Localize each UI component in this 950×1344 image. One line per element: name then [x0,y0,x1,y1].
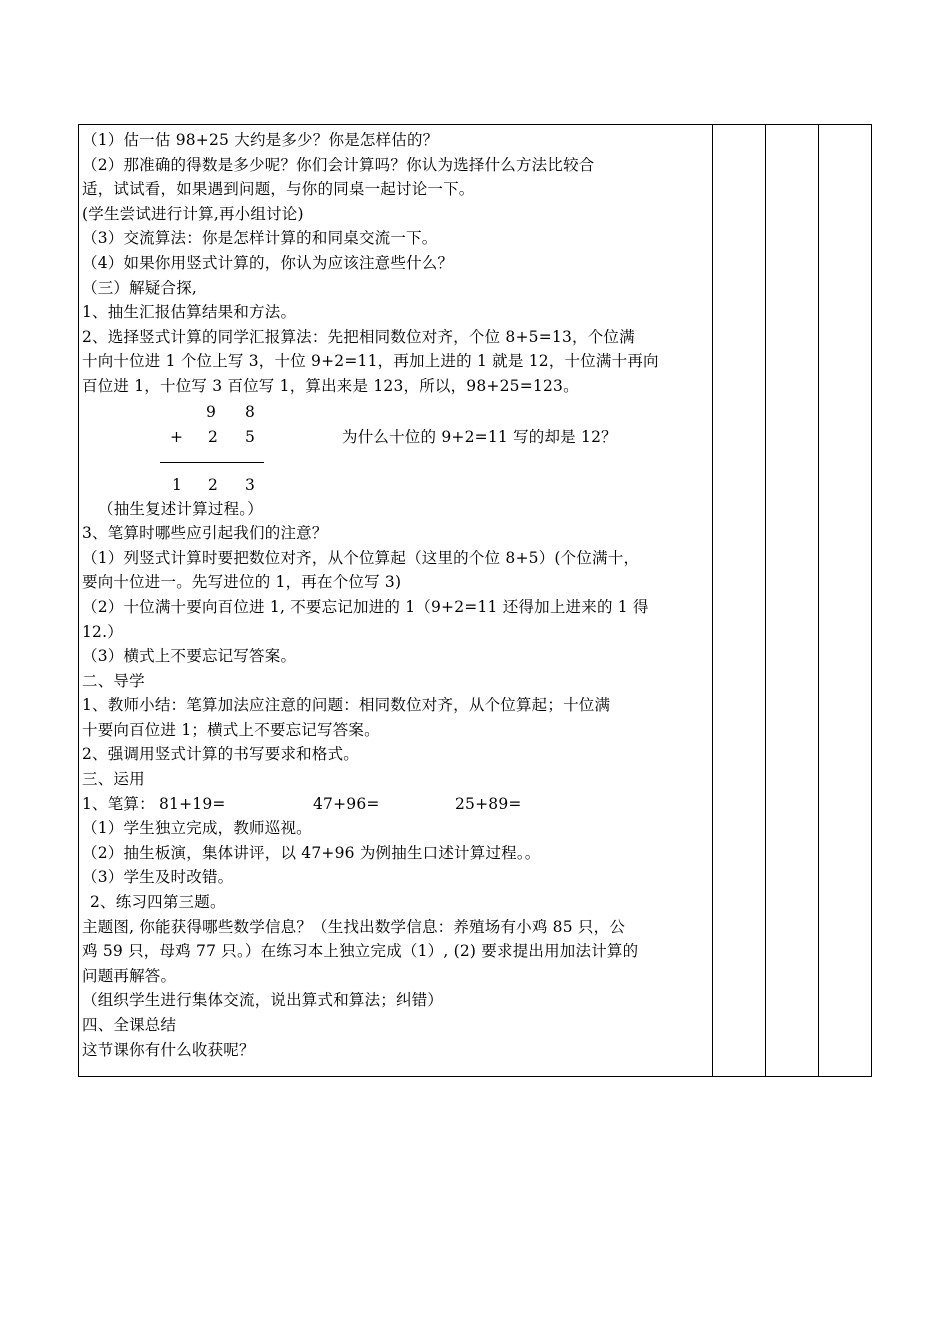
text-line: 2、强调用竖式计算的书写要求和格式。 [82,745,359,764]
text-line: 1、抽生汇报估算结果和方法。 [82,303,297,322]
lesson-table [78,124,872,1077]
text-line: （3）横式上不要忘记写答案。 [82,647,297,666]
text-line: （3）交流算法：你是怎样计算的和同桌交流一下。 [82,229,438,248]
exercise-item: 25+89= [455,794,522,813]
sum-line [160,462,264,463]
digit-ones-result: 3 [245,475,256,494]
text-line: （1）列竖式计算时要把数位对齐，从个位算起（这里的个位 8+5）(个位满十， [82,548,640,567]
text-line: 十要向百位进 1；横式上不要忘记写答案。 [82,720,380,739]
lesson-content-cell [82,128,710,1062]
text-line: （4）如果你用竖式计算的，你认为应该注意些什么？ [82,253,454,272]
text-line: 问题再解答。 [82,966,177,985]
column-divider-2 [765,125,766,1076]
text-line: （2）抽生板演，集体讲评，以 47+96 为例抽生口述计算过程。。 [82,843,541,862]
text-line: (学生尝试进行计算,再小组讨论) [82,204,304,223]
digit-tens-result: 2 [208,475,219,494]
text-line: 要向十位进一。先写进位的 1，再在个位写 3) [82,573,402,592]
text-line: 2、选择竖式计算的同学汇报算法：先把相同数位对齐，个位 8+5=13，个位满 [82,327,635,346]
text-line: （2）那准确的得数是多少呢？你们会计算吗？你认为选择什么方法比较合 [82,155,595,174]
exercise-label: 1、笔算： [82,794,155,813]
section-heading: 四、全课总结 [82,1016,177,1034]
exercise-item: 81+19= [159,794,226,813]
text-line: （1）估一估 98+25 大约是多少？你是怎样估的？ [82,131,439,149]
column-divider-3 [818,125,819,1076]
digit-ones-second: 5 [245,427,256,446]
text-line: 这节课你有什么收获呢？ [82,1040,255,1059]
column-divider-1 [712,125,713,1076]
text-line: （2）十位满十要向百位进 1, 不要忘记加进的 1（9+2=11 还得加上进来的 1 得 [82,597,649,616]
plus-sign: + [170,427,184,446]
text-line: 2、练习四第三题。 [90,893,226,912]
text-line: （组织学生进行集体交流，说出算式和算法；纠错） [82,991,444,1010]
text-line: （3）学生及时改错。 [82,868,234,887]
text-line: 主题图, 你能获得哪些数学信息？（生找出数学信息：养殖场有小鸡 85 只，公 [82,917,626,936]
digit-tens-second: 2 [208,427,219,446]
digit-tens-top: 9 [206,402,217,421]
exercise-line [82,792,710,817]
question-text: 为什么十位的 9+2=11 写的却是 12？ [342,427,617,446]
text-line: 3、笔算时哪些应引起我们的注意？ [82,524,328,543]
text-line: 适，试试看，如果遇到问题，与你的同桌一起讨论一下。 [82,180,475,199]
vertical-addition [82,399,710,497]
digit-ones-top: 8 [245,402,256,421]
exercise-item: 47+96= [313,794,380,813]
text-line: （抽生复述计算过程。） [98,499,263,518]
text-line: （1）学生独立完成，教师巡视。 [82,819,312,838]
text-line: 鸡 59 只，母鸡 77 只。）在练习本上独立完成（1）, (2) 要求提出用加法计算的 [82,942,639,961]
text-line: 12.） [82,622,123,641]
digit-hundreds-result: 1 [172,475,183,494]
section-heading: 三、运用 [82,770,145,789]
section-heading: （三）解疑合探, [82,278,198,297]
text-line: 1、教师小结：笔算加法应注意的问题：相同数位对齐，从个位算起；十位满 [82,696,611,715]
text-line: 百位进 1，十位写 3 百位写 1，算出来是 123，所以，98+25=123。 [82,376,579,395]
section-heading: 二、导学 [82,671,145,690]
text-line: 十向十位进 1 个位上写 3，十位 9+2=11，再加上进的 1 就是 12，十位满十再向 [82,352,659,371]
